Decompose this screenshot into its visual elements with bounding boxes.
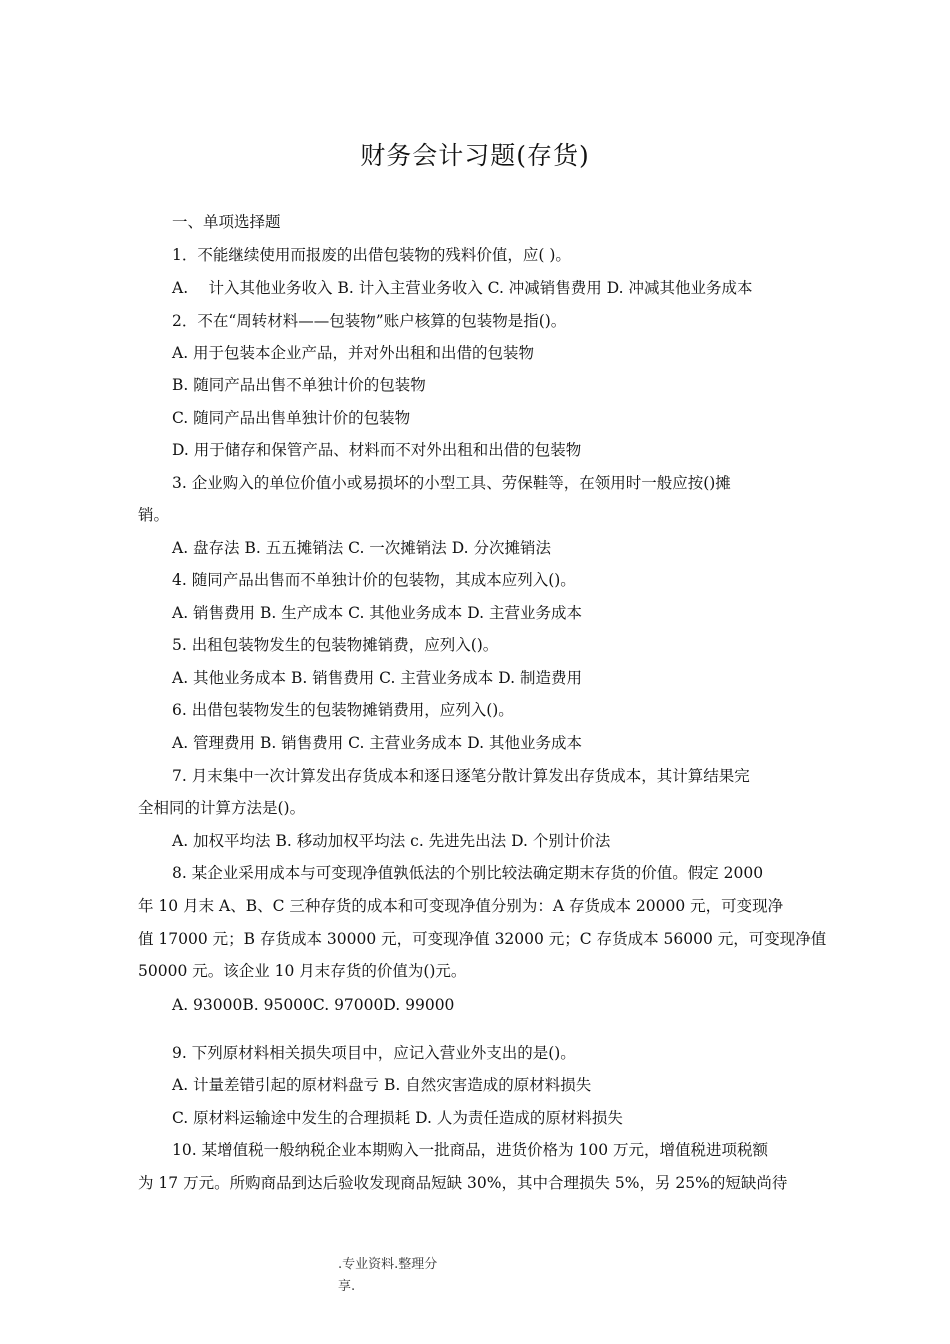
question-6: 6. 出借包装物发生的包装物摊销费用，应列入()。 <box>172 701 514 719</box>
question-7-options: A. 加权平均法 B. 移动加权平均法 c. 先进先出法 D. 个别计价法 <box>172 832 611 850</box>
question-3-options: A. 盘存法 B. 五五摊销法 C. 一次摊销法 D. 分次摊销法 <box>172 539 551 557</box>
question-8-line-2: 年 10 月末 A、B、C 三种存货的成本和可变现净值分别为：A 存货成本 20000 元，可变现净 <box>138 897 784 915</box>
question-7: 7. 月末集中一次计算发出存货成本和逐日逐笔分散计算发出存货成本，其计算结果完 <box>172 767 750 785</box>
question-7-continued: 全相同的计算方法是()。 <box>138 799 306 817</box>
question-9-options-cd: C. 原材料运输途中发生的合理损耗 D. 人为责任造成的原材料损失 <box>172 1109 623 1127</box>
question-6-options: A. 管理费用 B. 销售费用 C. 主营业务成本 D. 其他业务成本 <box>172 734 582 752</box>
question-10: 10. 某增值税一般纳税企业本期购入一批商品，进货价格为 100 万元，增值税进项税额 <box>172 1141 769 1159</box>
question-4-options: A. 销售费用 B. 生产成本 C. 其他业务成本 D. 主营业务成本 <box>172 604 582 622</box>
section-heading: 一、单项选择题 <box>172 213 281 231</box>
question-2-option-d: D. 用于储存和保管产品、材料而不对外出租和出借的包装物 <box>172 441 582 459</box>
question-8: 8. 某企业采用成本与可变现净值孰低法的个别比较法确定期末存货的价值。假定 2000 <box>172 864 764 882</box>
document-title: 财务会计习题(存货) <box>360 141 590 170</box>
question-5-options: A. 其他业务成本 B. 销售费用 C. 主营业务成本 D. 制造费用 <box>172 669 582 687</box>
question-2-option-c: C. 随同产品出售单独计价的包装物 <box>172 409 411 427</box>
question-3: 3. 企业购入的单位价值小或易损坏的小型工具、劳保鞋等，在领用时一般应按()摊 <box>172 474 731 492</box>
question-10-continued: 为 17 万元。所购商品到达后验收发现商品短缺 30%，其中合理损失 5%，另 25%的短缺尚待 <box>138 1174 788 1192</box>
question-8-line-3: 值 17000 元；B 存货成本 30000 元，可变现净值 32000 元；C 存货成本 56000 元，可变现净值 <box>138 930 827 948</box>
question-5: 5. 出租包装物发生的包装物摊销费，应列入()。 <box>172 636 499 654</box>
footer-text-line-2: 享. <box>338 1279 356 1294</box>
question-3-continued: 销。 <box>138 506 170 524</box>
question-8-line-4: 50000 元。该企业 10 月末存货的价值为()元。 <box>138 962 467 980</box>
question-4: 4. 随同产品出售而不单独计价的包装物，其成本应列入()。 <box>172 571 576 589</box>
question-1-options: A. 计入其他业务收入 B. 计入主营业务收入 C. 冲减销售费用 D. 冲减其他业务成本 <box>172 279 753 297</box>
question-9: 9. 下列原材料相关损失项目中，应记入营业外支出的是()。 <box>172 1044 576 1062</box>
question-2-option-b: B. 随同产品出售不单独计价的包装物 <box>172 376 426 394</box>
question-2-option-a: A. 用于包装本企业产品，并对外出租和出借的包装物 <box>172 344 535 362</box>
question-2: 2．不在“周转材料——包装物”账户核算的包装物是指()。 <box>172 312 567 330</box>
question-1: 1．不能继续使用而报废的出借包装物的残料价值，应( )。 <box>172 246 571 264</box>
question-8-options: A. 93000B. 95000C. 97000D. 99000 <box>172 996 455 1014</box>
question-9-options-ab: A. 计量差错引起的原材料盘亏 B. 自然灾害造成的原材料损失 <box>172 1076 592 1094</box>
footer-text-line-1: .专业资料.整理分 <box>338 1257 438 1272</box>
